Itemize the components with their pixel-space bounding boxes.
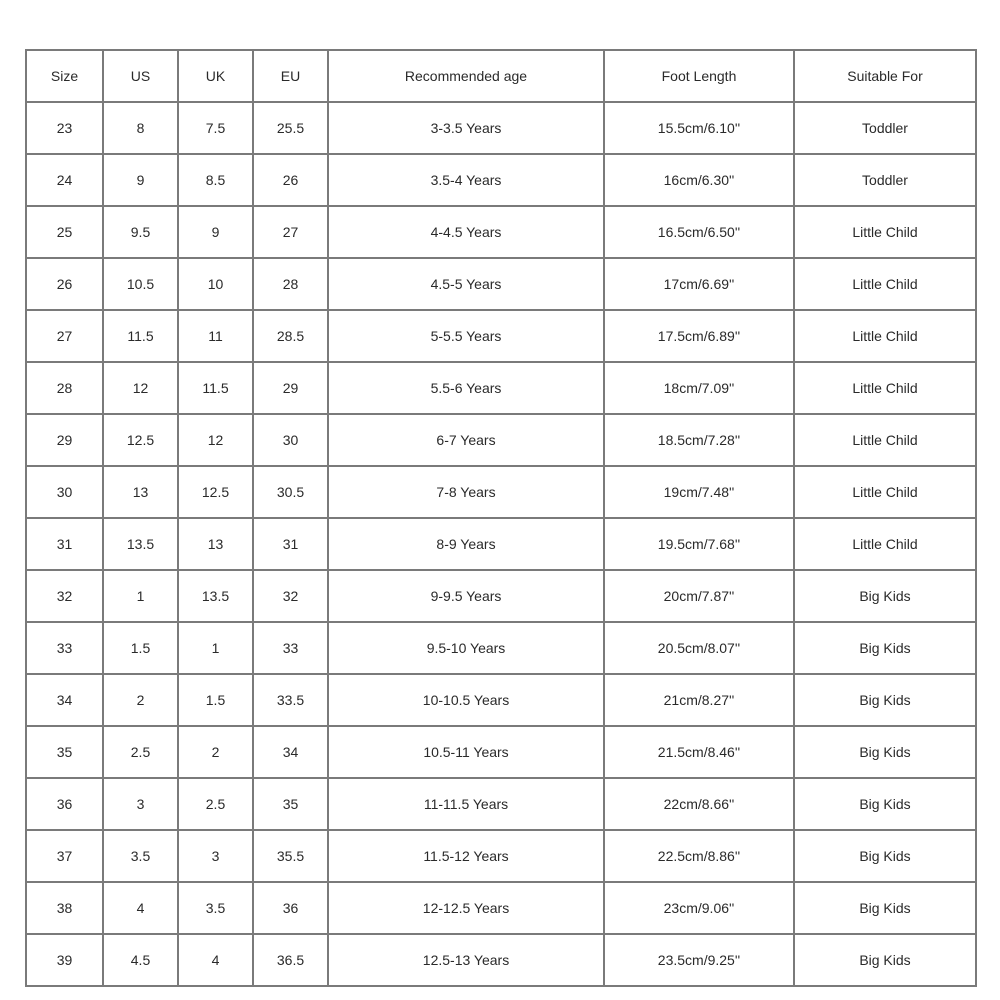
size-cell: 34 bbox=[26, 674, 103, 726]
table-row bbox=[26, 622, 976, 674]
foot-length-cell: 17.5cm/6.89'' bbox=[604, 310, 794, 362]
eu-cell: 28.5 bbox=[253, 310, 328, 362]
suitable-for-cell: Little Child bbox=[794, 206, 976, 258]
recommended-age-cell: 10-10.5 Years bbox=[328, 674, 604, 726]
foot-length-cell: 17cm/6.69'' bbox=[604, 258, 794, 310]
suitable-for-cell: Little Child bbox=[794, 258, 976, 310]
us-cell: 2 bbox=[103, 674, 178, 726]
uk-cell: 2 bbox=[178, 726, 253, 778]
recommended-age-cell: 12.5-13 Years bbox=[328, 934, 604, 986]
eu-cell: 25.5 bbox=[253, 102, 328, 154]
foot-length-cell: 19.5cm/7.68'' bbox=[604, 518, 794, 570]
eu-cell: 29 bbox=[253, 362, 328, 414]
table-row bbox=[26, 154, 976, 206]
us-cell: 9 bbox=[103, 154, 178, 206]
recommended-age-cell: 4.5-5 Years bbox=[328, 258, 604, 310]
uk-cell: 11.5 bbox=[178, 362, 253, 414]
suitable-for-cell: Toddler bbox=[794, 154, 976, 206]
recommended-age-cell: 7-8 Years bbox=[328, 466, 604, 518]
header-eu: EU bbox=[253, 50, 328, 102]
recommended-age-cell: 3-3.5 Years bbox=[328, 102, 604, 154]
size-cell: 32 bbox=[26, 570, 103, 622]
foot-length-cell: 19cm/7.48'' bbox=[604, 466, 794, 518]
eu-cell: 30.5 bbox=[253, 466, 328, 518]
recommended-age-cell: 10.5-11 Years bbox=[328, 726, 604, 778]
eu-cell: 33 bbox=[253, 622, 328, 674]
us-cell: 12.5 bbox=[103, 414, 178, 466]
us-cell: 3 bbox=[103, 778, 178, 830]
eu-cell: 35 bbox=[253, 778, 328, 830]
uk-cell: 1 bbox=[178, 622, 253, 674]
eu-cell: 27 bbox=[253, 206, 328, 258]
size-chart bbox=[25, 49, 975, 968]
recommended-age-cell: 9-9.5 Years bbox=[328, 570, 604, 622]
table-row bbox=[26, 310, 976, 362]
uk-cell: 11 bbox=[178, 310, 253, 362]
foot-length-cell: 23.5cm/9.25'' bbox=[604, 934, 794, 986]
table-row bbox=[26, 362, 976, 414]
eu-cell: 33.5 bbox=[253, 674, 328, 726]
size-cell: 29 bbox=[26, 414, 103, 466]
uk-cell: 12 bbox=[178, 414, 253, 466]
uk-cell: 8.5 bbox=[178, 154, 253, 206]
foot-length-cell: 16.5cm/6.50'' bbox=[604, 206, 794, 258]
us-cell: 2.5 bbox=[103, 726, 178, 778]
size-cell: 31 bbox=[26, 518, 103, 570]
size-cell: 30 bbox=[26, 466, 103, 518]
uk-cell: 13 bbox=[178, 518, 253, 570]
suitable-for-cell: Little Child bbox=[794, 310, 976, 362]
size-cell: 38 bbox=[26, 882, 103, 934]
size-table bbox=[25, 49, 977, 987]
table-row bbox=[26, 414, 976, 466]
table-row bbox=[26, 466, 976, 518]
recommended-age-cell: 11-11.5 Years bbox=[328, 778, 604, 830]
us-cell: 1 bbox=[103, 570, 178, 622]
size-cell: 37 bbox=[26, 830, 103, 882]
suitable-for-cell: Toddler bbox=[794, 102, 976, 154]
foot-length-cell: 20cm/7.87'' bbox=[604, 570, 794, 622]
foot-length-cell: 22.5cm/8.86'' bbox=[604, 830, 794, 882]
recommended-age-cell: 12-12.5 Years bbox=[328, 882, 604, 934]
header-size: Size bbox=[26, 50, 103, 102]
uk-cell: 4 bbox=[178, 934, 253, 986]
recommended-age-cell: 11.5-12 Years bbox=[328, 830, 604, 882]
foot-length-cell: 16cm/6.30'' bbox=[604, 154, 794, 206]
eu-cell: 30 bbox=[253, 414, 328, 466]
foot-length-cell: 22cm/8.66'' bbox=[604, 778, 794, 830]
uk-cell: 12.5 bbox=[178, 466, 253, 518]
suitable-for-cell: Big Kids bbox=[794, 674, 976, 726]
header-row bbox=[26, 50, 976, 102]
table-row bbox=[26, 102, 976, 154]
us-cell: 1.5 bbox=[103, 622, 178, 674]
recommended-age-cell: 8-9 Years bbox=[328, 518, 604, 570]
suitable-for-cell: Little Child bbox=[794, 518, 976, 570]
uk-cell: 1.5 bbox=[178, 674, 253, 726]
header-uk: UK bbox=[178, 50, 253, 102]
us-cell: 8 bbox=[103, 102, 178, 154]
table-row bbox=[26, 570, 976, 622]
suitable-for-cell: Little Child bbox=[794, 414, 976, 466]
foot-length-cell: 21cm/8.27'' bbox=[604, 674, 794, 726]
recommended-age-cell: 6-7 Years bbox=[328, 414, 604, 466]
uk-cell: 2.5 bbox=[178, 778, 253, 830]
foot-length-cell: 20.5cm/8.07'' bbox=[604, 622, 794, 674]
uk-cell: 3 bbox=[178, 830, 253, 882]
size-cell: 39 bbox=[26, 934, 103, 986]
header-us: US bbox=[103, 50, 178, 102]
size-cell: 35 bbox=[26, 726, 103, 778]
size-cell: 28 bbox=[26, 362, 103, 414]
us-cell: 10.5 bbox=[103, 258, 178, 310]
suitable-for-cell: Big Kids bbox=[794, 726, 976, 778]
table-row bbox=[26, 882, 976, 934]
recommended-age-cell: 5-5.5 Years bbox=[328, 310, 604, 362]
table-row bbox=[26, 830, 976, 882]
uk-cell: 7.5 bbox=[178, 102, 253, 154]
table-row bbox=[26, 778, 976, 830]
suitable-for-cell: Big Kids bbox=[794, 570, 976, 622]
foot-length-cell: 23cm/9.06'' bbox=[604, 882, 794, 934]
suitable-for-cell: Big Kids bbox=[794, 882, 976, 934]
us-cell: 11.5 bbox=[103, 310, 178, 362]
header-suitable-for: Suitable For bbox=[794, 50, 976, 102]
us-cell: 9.5 bbox=[103, 206, 178, 258]
foot-length-cell: 18cm/7.09'' bbox=[604, 362, 794, 414]
uk-cell: 9 bbox=[178, 206, 253, 258]
suitable-for-cell: Little Child bbox=[794, 466, 976, 518]
us-cell: 4.5 bbox=[103, 934, 178, 986]
table-row bbox=[26, 206, 976, 258]
uk-cell: 13.5 bbox=[178, 570, 253, 622]
foot-length-cell: 15.5cm/6.10'' bbox=[604, 102, 794, 154]
suitable-for-cell: Big Kids bbox=[794, 778, 976, 830]
table-body bbox=[26, 102, 976, 986]
suitable-for-cell: Big Kids bbox=[794, 622, 976, 674]
eu-cell: 28 bbox=[253, 258, 328, 310]
size-cell: 27 bbox=[26, 310, 103, 362]
table-row bbox=[26, 934, 976, 986]
table-row bbox=[26, 674, 976, 726]
eu-cell: 36.5 bbox=[253, 934, 328, 986]
suitable-for-cell: Big Kids bbox=[794, 830, 976, 882]
suitable-for-cell: Big Kids bbox=[794, 934, 976, 986]
size-cell: 24 bbox=[26, 154, 103, 206]
us-cell: 4 bbox=[103, 882, 178, 934]
size-cell: 23 bbox=[26, 102, 103, 154]
recommended-age-cell: 3.5-4 Years bbox=[328, 154, 604, 206]
size-cell: 36 bbox=[26, 778, 103, 830]
us-cell: 3.5 bbox=[103, 830, 178, 882]
uk-cell: 3.5 bbox=[178, 882, 253, 934]
eu-cell: 34 bbox=[253, 726, 328, 778]
eu-cell: 35.5 bbox=[253, 830, 328, 882]
foot-length-cell: 18.5cm/7.28'' bbox=[604, 414, 794, 466]
eu-cell: 31 bbox=[253, 518, 328, 570]
size-cell: 26 bbox=[26, 258, 103, 310]
eu-cell: 32 bbox=[253, 570, 328, 622]
recommended-age-cell: 5.5-6 Years bbox=[328, 362, 604, 414]
size-cell: 25 bbox=[26, 206, 103, 258]
recommended-age-cell: 9.5-10 Years bbox=[328, 622, 604, 674]
header-foot-length: Foot Length bbox=[604, 50, 794, 102]
suitable-for-cell: Little Child bbox=[794, 362, 976, 414]
size-cell: 33 bbox=[26, 622, 103, 674]
recommended-age-cell: 4-4.5 Years bbox=[328, 206, 604, 258]
foot-length-cell: 21.5cm/8.46'' bbox=[604, 726, 794, 778]
uk-cell: 10 bbox=[178, 258, 253, 310]
us-cell: 12 bbox=[103, 362, 178, 414]
eu-cell: 36 bbox=[253, 882, 328, 934]
header-recommended-age: Recommended age bbox=[328, 50, 604, 102]
table-row bbox=[26, 518, 976, 570]
table-row bbox=[26, 258, 976, 310]
us-cell: 13.5 bbox=[103, 518, 178, 570]
table-row bbox=[26, 726, 976, 778]
us-cell: 13 bbox=[103, 466, 178, 518]
eu-cell: 26 bbox=[253, 154, 328, 206]
